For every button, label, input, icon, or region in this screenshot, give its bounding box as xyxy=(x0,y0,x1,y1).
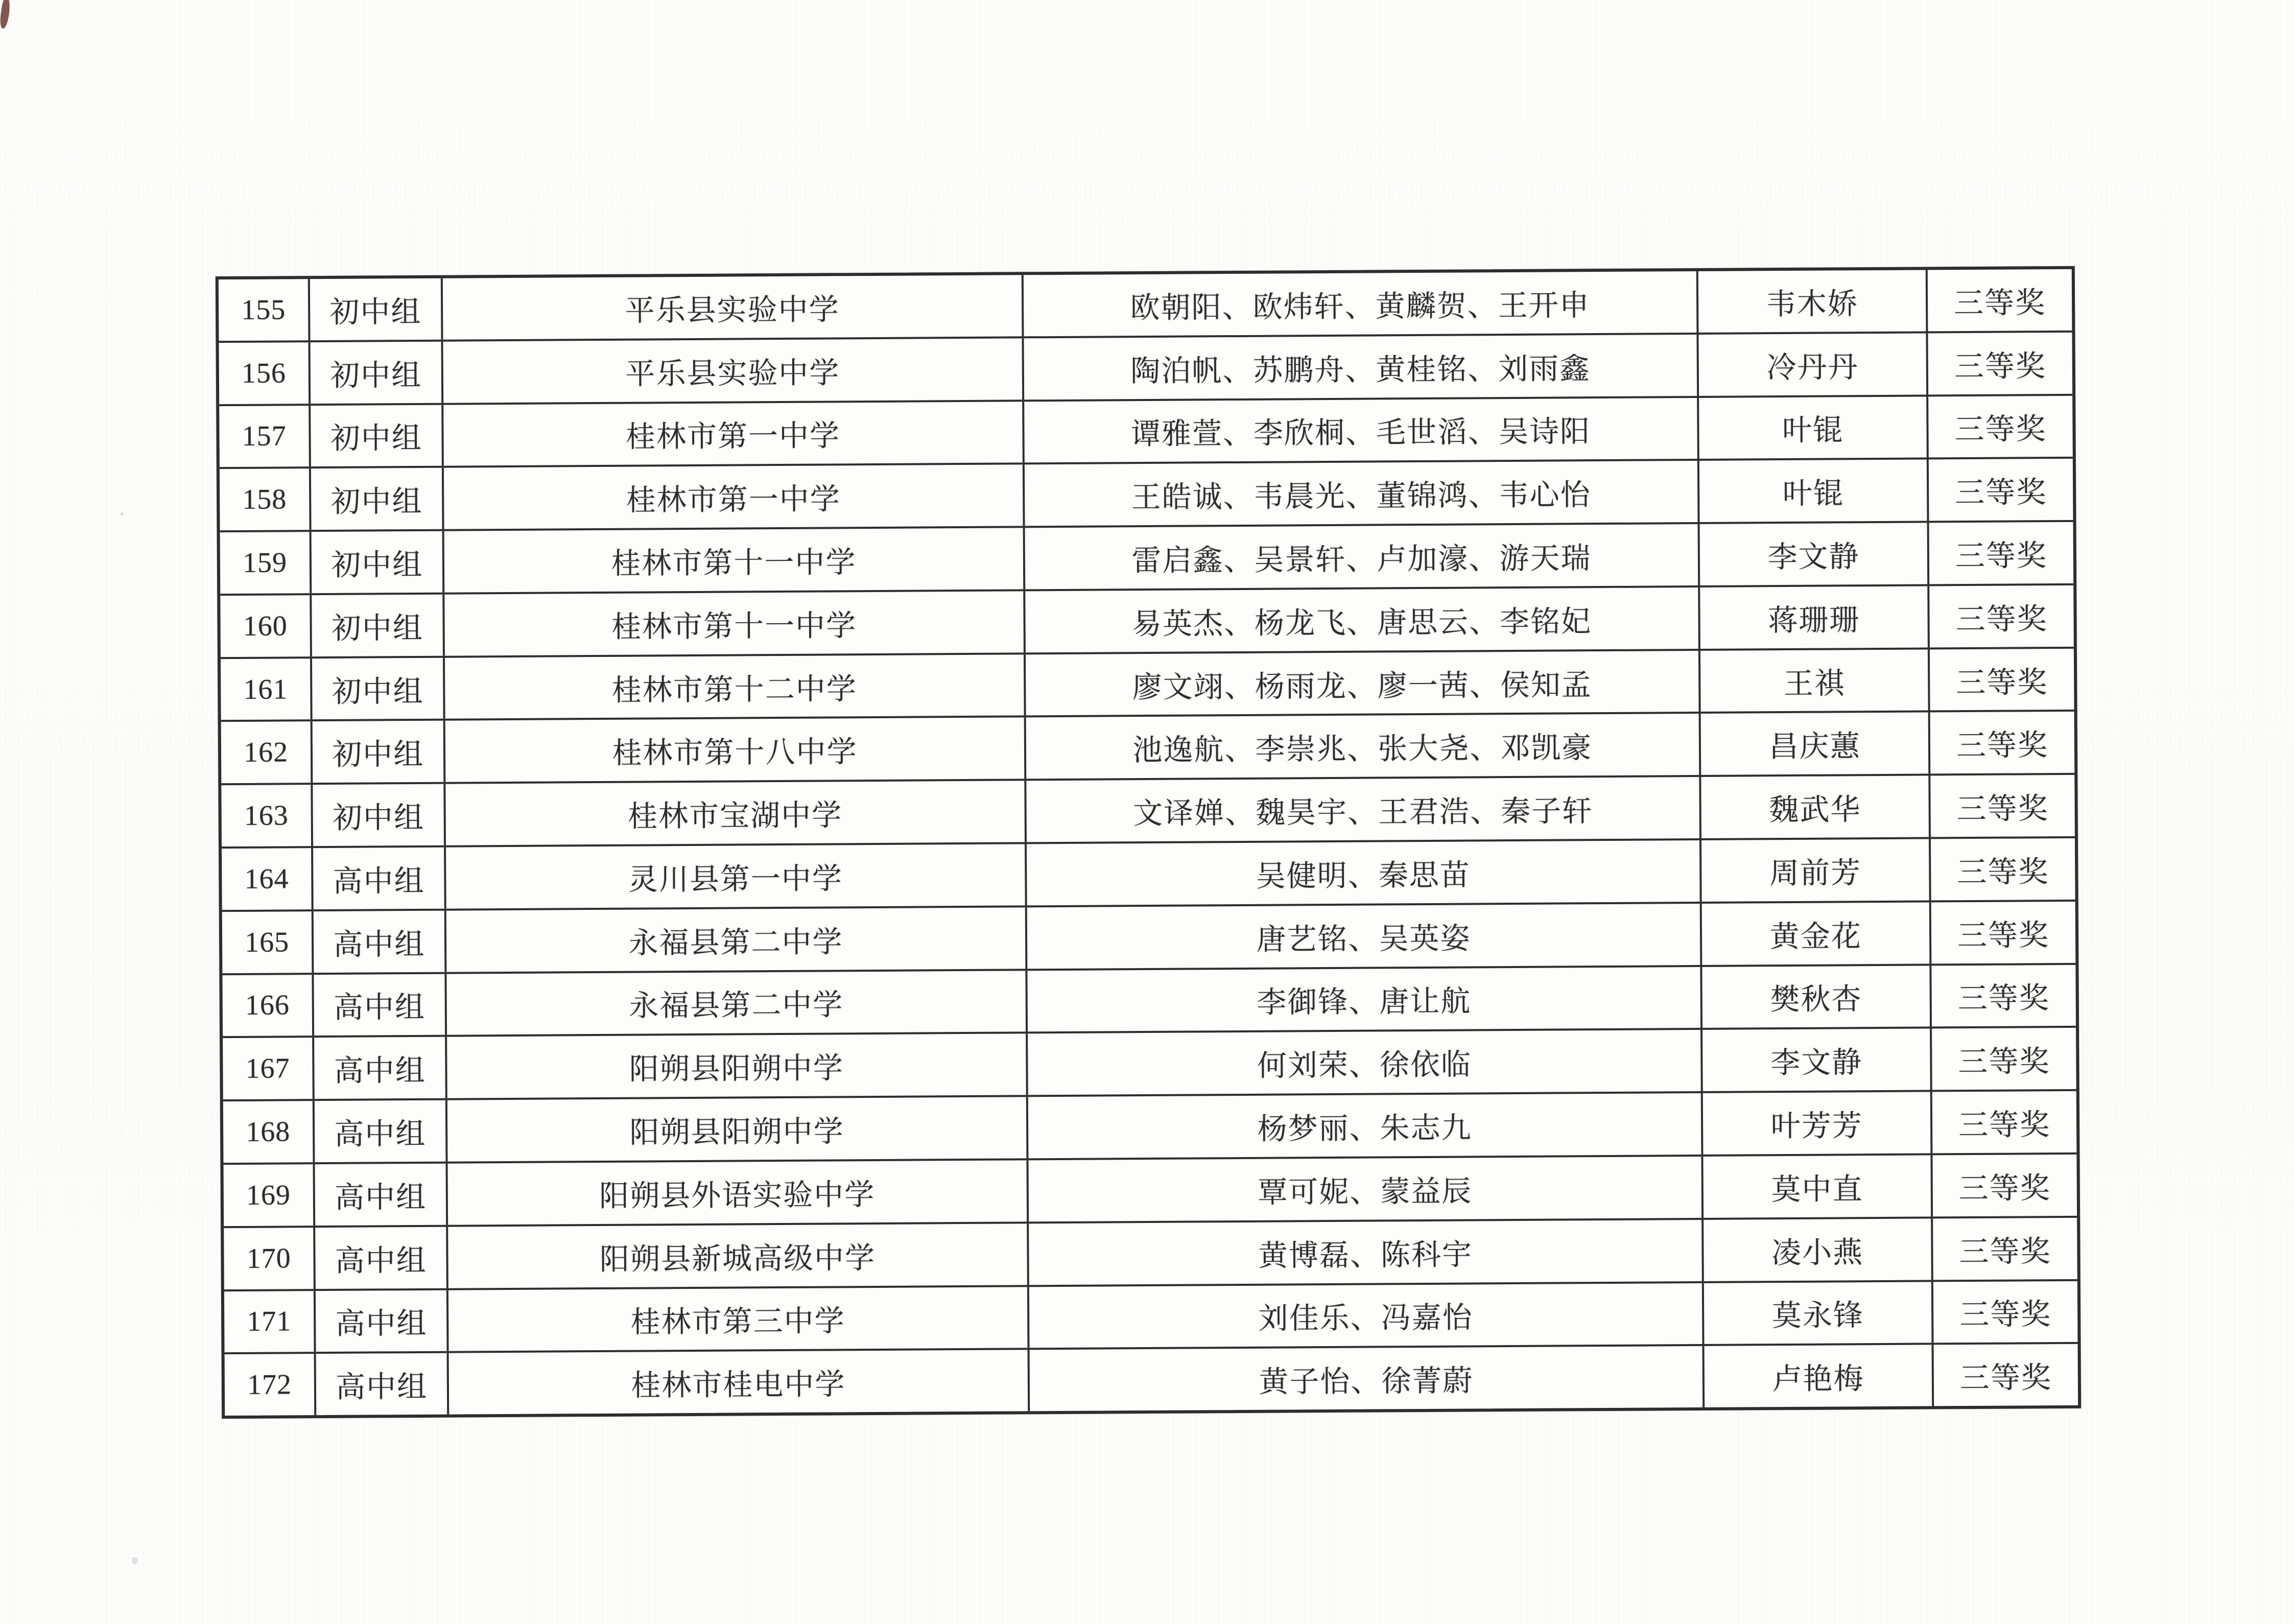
table-row xyxy=(221,775,2075,849)
cell-award: 三等奖 xyxy=(1959,1298,2052,1332)
cell-students: 黄博磊、陈科宇 xyxy=(1029,1220,1704,1285)
cell-teacher: 昌庆蕙 xyxy=(1701,713,1930,775)
cell-school: 桂林市第一中学 xyxy=(444,465,1025,529)
cell-teacher: 莫中直 xyxy=(1704,1155,1933,1217)
cell-group: 初中组 xyxy=(312,657,445,719)
cell-award: 三等奖 xyxy=(1954,349,2047,383)
cell-teacher: 魏武华 xyxy=(1701,776,1931,838)
table-row xyxy=(223,1155,2077,1228)
cell-students: 覃可妮、蒙益辰 xyxy=(1028,1157,1704,1221)
cell-group: 初中组 xyxy=(313,784,446,846)
table-row xyxy=(219,333,2073,406)
cell-school: 永福县第二中学 xyxy=(447,971,1028,1035)
cell-school: 桂林市宝湖中学 xyxy=(446,781,1027,845)
cell-number: 169 xyxy=(223,1164,315,1226)
cell-students: 陶泊帆、苏鹏舟、黄桂铭、刘雨鑫 xyxy=(1024,335,1699,399)
cell-number: 160 xyxy=(220,595,312,657)
scan-artifact-corner xyxy=(0,0,11,29)
cell-teacher: 黄金花 xyxy=(1702,902,1931,964)
cell-award: 三等奖 xyxy=(1956,665,2048,699)
cell-group: 高中组 xyxy=(315,1164,448,1226)
table-row xyxy=(223,1091,2077,1165)
cell-award: 三等奖 xyxy=(1955,602,2048,636)
cell-school: 桂林市第一中学 xyxy=(444,402,1025,466)
table-row xyxy=(223,1028,2076,1101)
cell-number: 171 xyxy=(224,1291,316,1353)
cell-number: 155 xyxy=(219,279,311,341)
cell-award: 三等奖 xyxy=(1956,728,2049,763)
cell-group: 高中组 xyxy=(314,910,447,972)
award-table xyxy=(216,266,2081,1419)
cell-teacher: 韦木娇 xyxy=(1698,270,1928,332)
cell-number: 162 xyxy=(221,722,313,784)
cell-group: 高中组 xyxy=(313,848,446,909)
cell-group: 初中组 xyxy=(311,468,444,530)
cell-students: 刘佳乐、冯嘉怡 xyxy=(1029,1283,1704,1348)
cell-teacher: 叶芳芳 xyxy=(1703,1092,1932,1155)
cell-school: 阳朔县新城高级中学 xyxy=(448,1223,1029,1288)
table-row xyxy=(220,585,2074,659)
cell-students: 廖文翊、杨雨龙、廖一茜、侯知孟 xyxy=(1026,651,1701,716)
cell-number: 159 xyxy=(220,532,312,594)
cell-award: 三等奖 xyxy=(1957,855,2049,889)
cell-number: 163 xyxy=(221,785,313,846)
cell-students: 欧朝阳、欧炜轩、黄麟贺、王开申 xyxy=(1023,271,1698,336)
cell-number: 168 xyxy=(223,1101,315,1163)
cell-group: 初中组 xyxy=(311,341,444,403)
cell-teacher: 莫永锋 xyxy=(1704,1282,1933,1344)
cell-school: 阳朔县阳朔中学 xyxy=(447,1034,1028,1098)
cell-school: 灵川县第一中学 xyxy=(446,844,1027,908)
cell-group: 初中组 xyxy=(311,405,444,466)
cell-number: 167 xyxy=(223,1038,315,1099)
cell-students: 吴健明、秦思苗 xyxy=(1027,840,1702,905)
table-row xyxy=(225,1344,2078,1416)
table-row xyxy=(222,902,2076,975)
cell-school: 平乐县实验中学 xyxy=(443,338,1024,403)
cell-students: 易英杰、杨龙飞、唐思云、李铭妃 xyxy=(1025,587,1700,652)
cell-award: 三等奖 xyxy=(1958,1045,2050,1079)
cell-students: 李御锋、唐让航 xyxy=(1027,967,1702,1032)
cell-number: 172 xyxy=(225,1354,317,1416)
cell-teacher: 周前芳 xyxy=(1701,839,1931,901)
cell-teacher: 李文静 xyxy=(1702,1029,1932,1091)
cell-number: 166 xyxy=(222,975,314,1037)
cell-number: 164 xyxy=(222,848,314,910)
scan-speck xyxy=(132,1557,138,1564)
cell-teacher: 冷丹丹 xyxy=(1699,333,1928,395)
cell-students: 杨梦丽、朱志九 xyxy=(1028,1093,1703,1158)
cell-award: 三等奖 xyxy=(1955,476,2047,510)
cell-number: 165 xyxy=(222,911,314,973)
cell-school: 桂林市桂电中学 xyxy=(449,1350,1030,1415)
cell-award: 三等奖 xyxy=(1959,1361,2052,1395)
cell-school: 桂林市第十一中学 xyxy=(444,528,1025,592)
cell-school: 阳朔县阳朔中学 xyxy=(447,1097,1028,1161)
cell-group: 初中组 xyxy=(312,531,445,593)
cell-award: 三等奖 xyxy=(1959,1234,2051,1268)
table-row xyxy=(220,522,2074,596)
cell-number: 156 xyxy=(219,342,311,404)
cell-number: 161 xyxy=(221,658,313,720)
cell-students: 王皓诚、韦晨光、董锦鸿、韦心怡 xyxy=(1024,461,1699,526)
cell-award: 三等奖 xyxy=(1954,412,2047,446)
cell-students: 池逸航、李崇兆、张大尧、邓凯豪 xyxy=(1026,714,1701,779)
cell-group: 初中组 xyxy=(313,721,446,783)
cell-school: 阳朔县外语实验中学 xyxy=(448,1160,1029,1225)
table-row xyxy=(224,1281,2078,1354)
cell-number: 158 xyxy=(220,468,312,530)
cell-school: 永福县第二中学 xyxy=(446,907,1027,972)
cell-award: 三等奖 xyxy=(1957,981,2050,1016)
cell-teacher: 王祺 xyxy=(1700,649,1930,712)
table-row xyxy=(220,459,2073,532)
cell-students: 雷启鑫、吴景轩、卢加濠、游天瑞 xyxy=(1025,524,1700,589)
cell-students: 文译婵、魏昊宇、王君浩、秦子轩 xyxy=(1026,777,1701,842)
cell-teacher: 叶锟 xyxy=(1699,396,1928,459)
cell-group: 高中组 xyxy=(314,1037,447,1099)
cell-award: 三等奖 xyxy=(1958,1108,2051,1142)
cell-award: 三等奖 xyxy=(1958,1171,2051,1205)
table-row xyxy=(222,964,2076,1038)
cell-teacher: 蒋珊珊 xyxy=(1700,586,1930,648)
cell-school: 桂林市第十二中学 xyxy=(445,654,1026,719)
cell-teacher: 樊秋杏 xyxy=(1702,966,1932,1028)
cell-group: 高中组 xyxy=(316,1353,450,1415)
cell-award: 三等奖 xyxy=(1955,539,2048,573)
table-row xyxy=(221,649,2074,722)
cell-school: 桂林市第十八中学 xyxy=(445,718,1026,782)
cell-teacher: 凌小燕 xyxy=(1704,1218,1933,1281)
cell-students: 谭雅萱、李欣桐、毛世滔、吴诗阳 xyxy=(1024,398,1699,463)
cell-number: 170 xyxy=(224,1228,316,1289)
cell-school: 桂林市第三中学 xyxy=(448,1287,1029,1351)
table-row xyxy=(219,395,2073,469)
cell-teacher: 李文静 xyxy=(1700,523,1929,585)
scan-speck xyxy=(121,512,124,515)
cell-award: 三等奖 xyxy=(1953,286,2046,320)
cell-students: 黄子怡、徐菁蔚 xyxy=(1029,1346,1705,1411)
cell-teacher: 卢艳梅 xyxy=(1705,1345,1934,1407)
cell-school: 桂林市第十一中学 xyxy=(445,591,1026,655)
cell-group: 初中组 xyxy=(312,595,445,656)
table-row xyxy=(222,838,2075,912)
cell-group: 高中组 xyxy=(315,1227,448,1288)
cell-students: 唐艺铭、吴英姿 xyxy=(1027,904,1702,969)
table-row xyxy=(221,712,2075,785)
cell-students: 何刘荣、徐依临 xyxy=(1028,1030,1703,1095)
cell-number: 157 xyxy=(219,406,311,467)
table-row xyxy=(224,1218,2077,1291)
cell-award: 三等奖 xyxy=(1957,918,2050,952)
cell-group: 初中组 xyxy=(310,278,443,340)
cell-group: 高中组 xyxy=(314,974,447,1035)
cell-group: 高中组 xyxy=(315,1100,448,1162)
cell-school: 平乐县实验中学 xyxy=(443,275,1024,339)
table-row xyxy=(219,269,2072,343)
cell-group: 高中组 xyxy=(316,1290,449,1352)
cell-teacher: 叶锟 xyxy=(1699,460,1929,522)
cell-award: 三等奖 xyxy=(1956,792,2049,826)
